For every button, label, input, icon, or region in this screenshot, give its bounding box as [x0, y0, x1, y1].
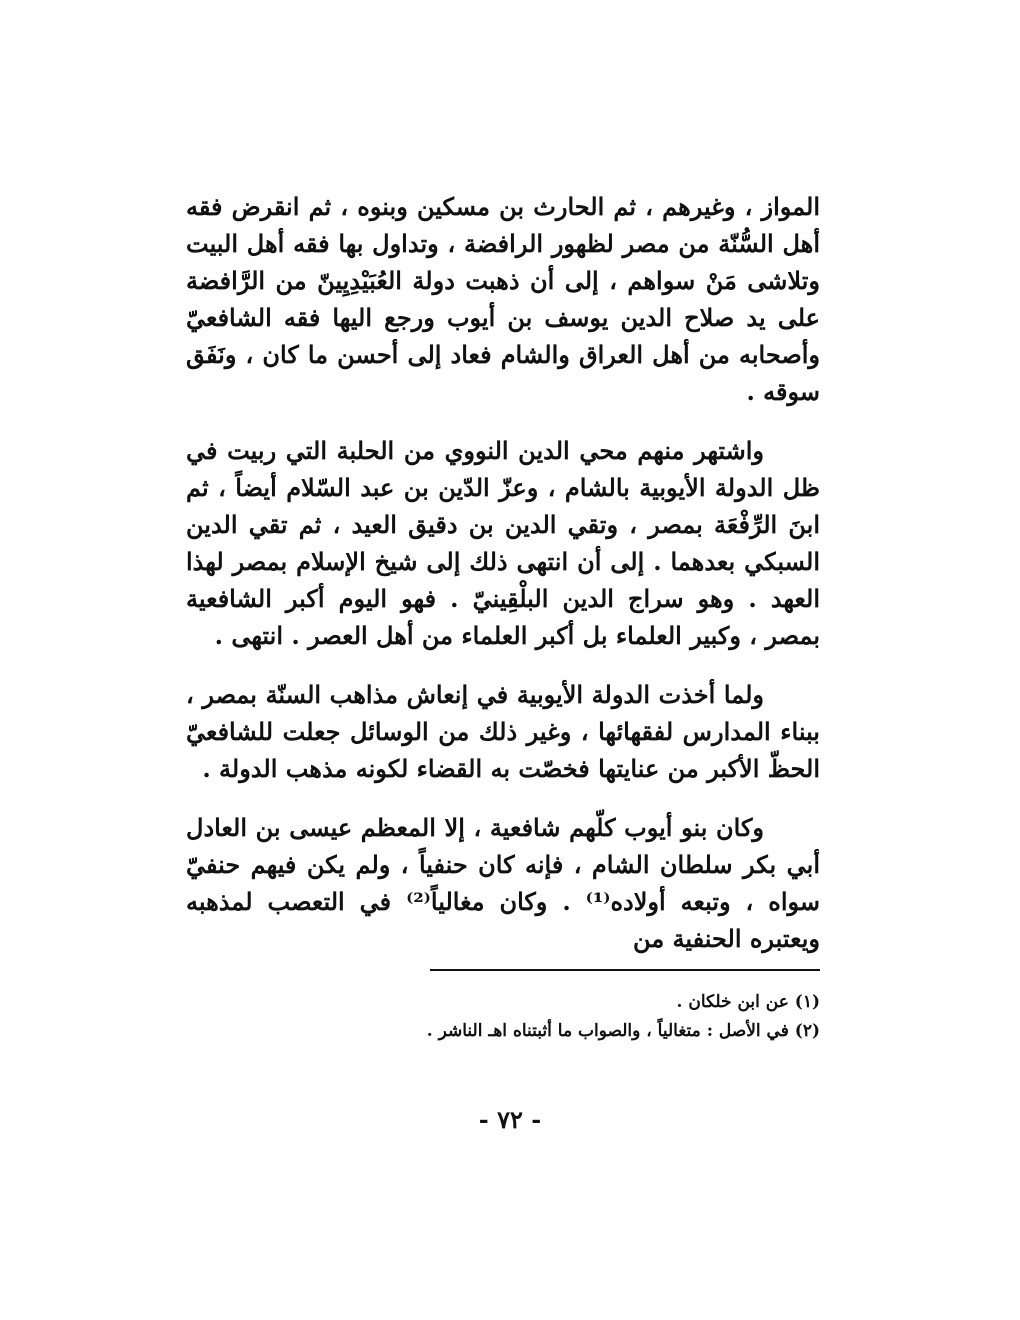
paragraph-3: ولما أخذت الدولة الأيوبية في إنعاش مذاهب السنّة بمصر ، ببناء المدارس لفقهائها ، وغير ذلك من الوسائل جعلت للشافعيّ الحظّ الأكبر من عنايتها فخصّت به القضاء لكونه مذهب الدولة . [186, 680, 820, 783]
footnote-divider [430, 969, 820, 971]
main-text-block [186, 188, 820, 979]
page-number: - ٧٢ - [478, 1105, 542, 1134]
footnote-2: (٢) في الأصل : متغالياً ، والصواب ما أثبتناه اهـ الناشر . [426, 1021, 820, 1041]
footnotes-block [300, 988, 820, 1046]
footnote-1: (١) عن ابن خلكان . [676, 992, 820, 1012]
paragraph-4: وكان بنو أيوب كلّهم شافعية ، إلا المعظم عيسى بن العادل أبي بكر سلطان الشام ، فإنه كان حنفياً ، ولم يكن فيهم حنفيّ سواه ، وتبعه أولاده⁽¹⁾ . وكان مغالياً⁽²⁾ في التعصب لمذهبه ويعتبره الحنفية من [186, 813, 820, 953]
paragraph-1: المواز ، وغيرهم ، ثم الحارث بن مسكين وبنوه ، ثم انقرض فقه أهل السُّنّة من مصر لظهور الرافضة ، وتداول بها فقه أهل البيت وتلاشى مَنْ سواهم ، إلى أن ذهبت دولة العُبَيْدِيِينّ من الرَّافضة على يد صلاح الدين يوسف بن أيوب ورجع اليها فقه الشافعيّ وأصحابه من أهل العراق والشام فعاد إلى أحسن ما كان ، ونَفَق سوقه . [186, 192, 821, 406]
paragraph-2: واشتهر منهم محي الدين النووي من الحلبة التي ربيت في ظل الدولة الأيوبية بالشام ، وعزّ الدّين بن عبد السّلام أيضاً ، ثم ابنَ الرِّفْعَة بمصر ، وتقي الدين بن دقيق العيد ، ثم تقي الدين السبكي بعدهما . إلى أن انتهى ذلك إلى شيخ الإسلام بمصر لهذا العهد . وهو سراج الدين البلْقِينيّ . فهو اليوم أكبر الشافعية بمصر ، وكبير العلماء بل أكبر العلماء من أهل العصر . انتهى . [186, 436, 820, 650]
